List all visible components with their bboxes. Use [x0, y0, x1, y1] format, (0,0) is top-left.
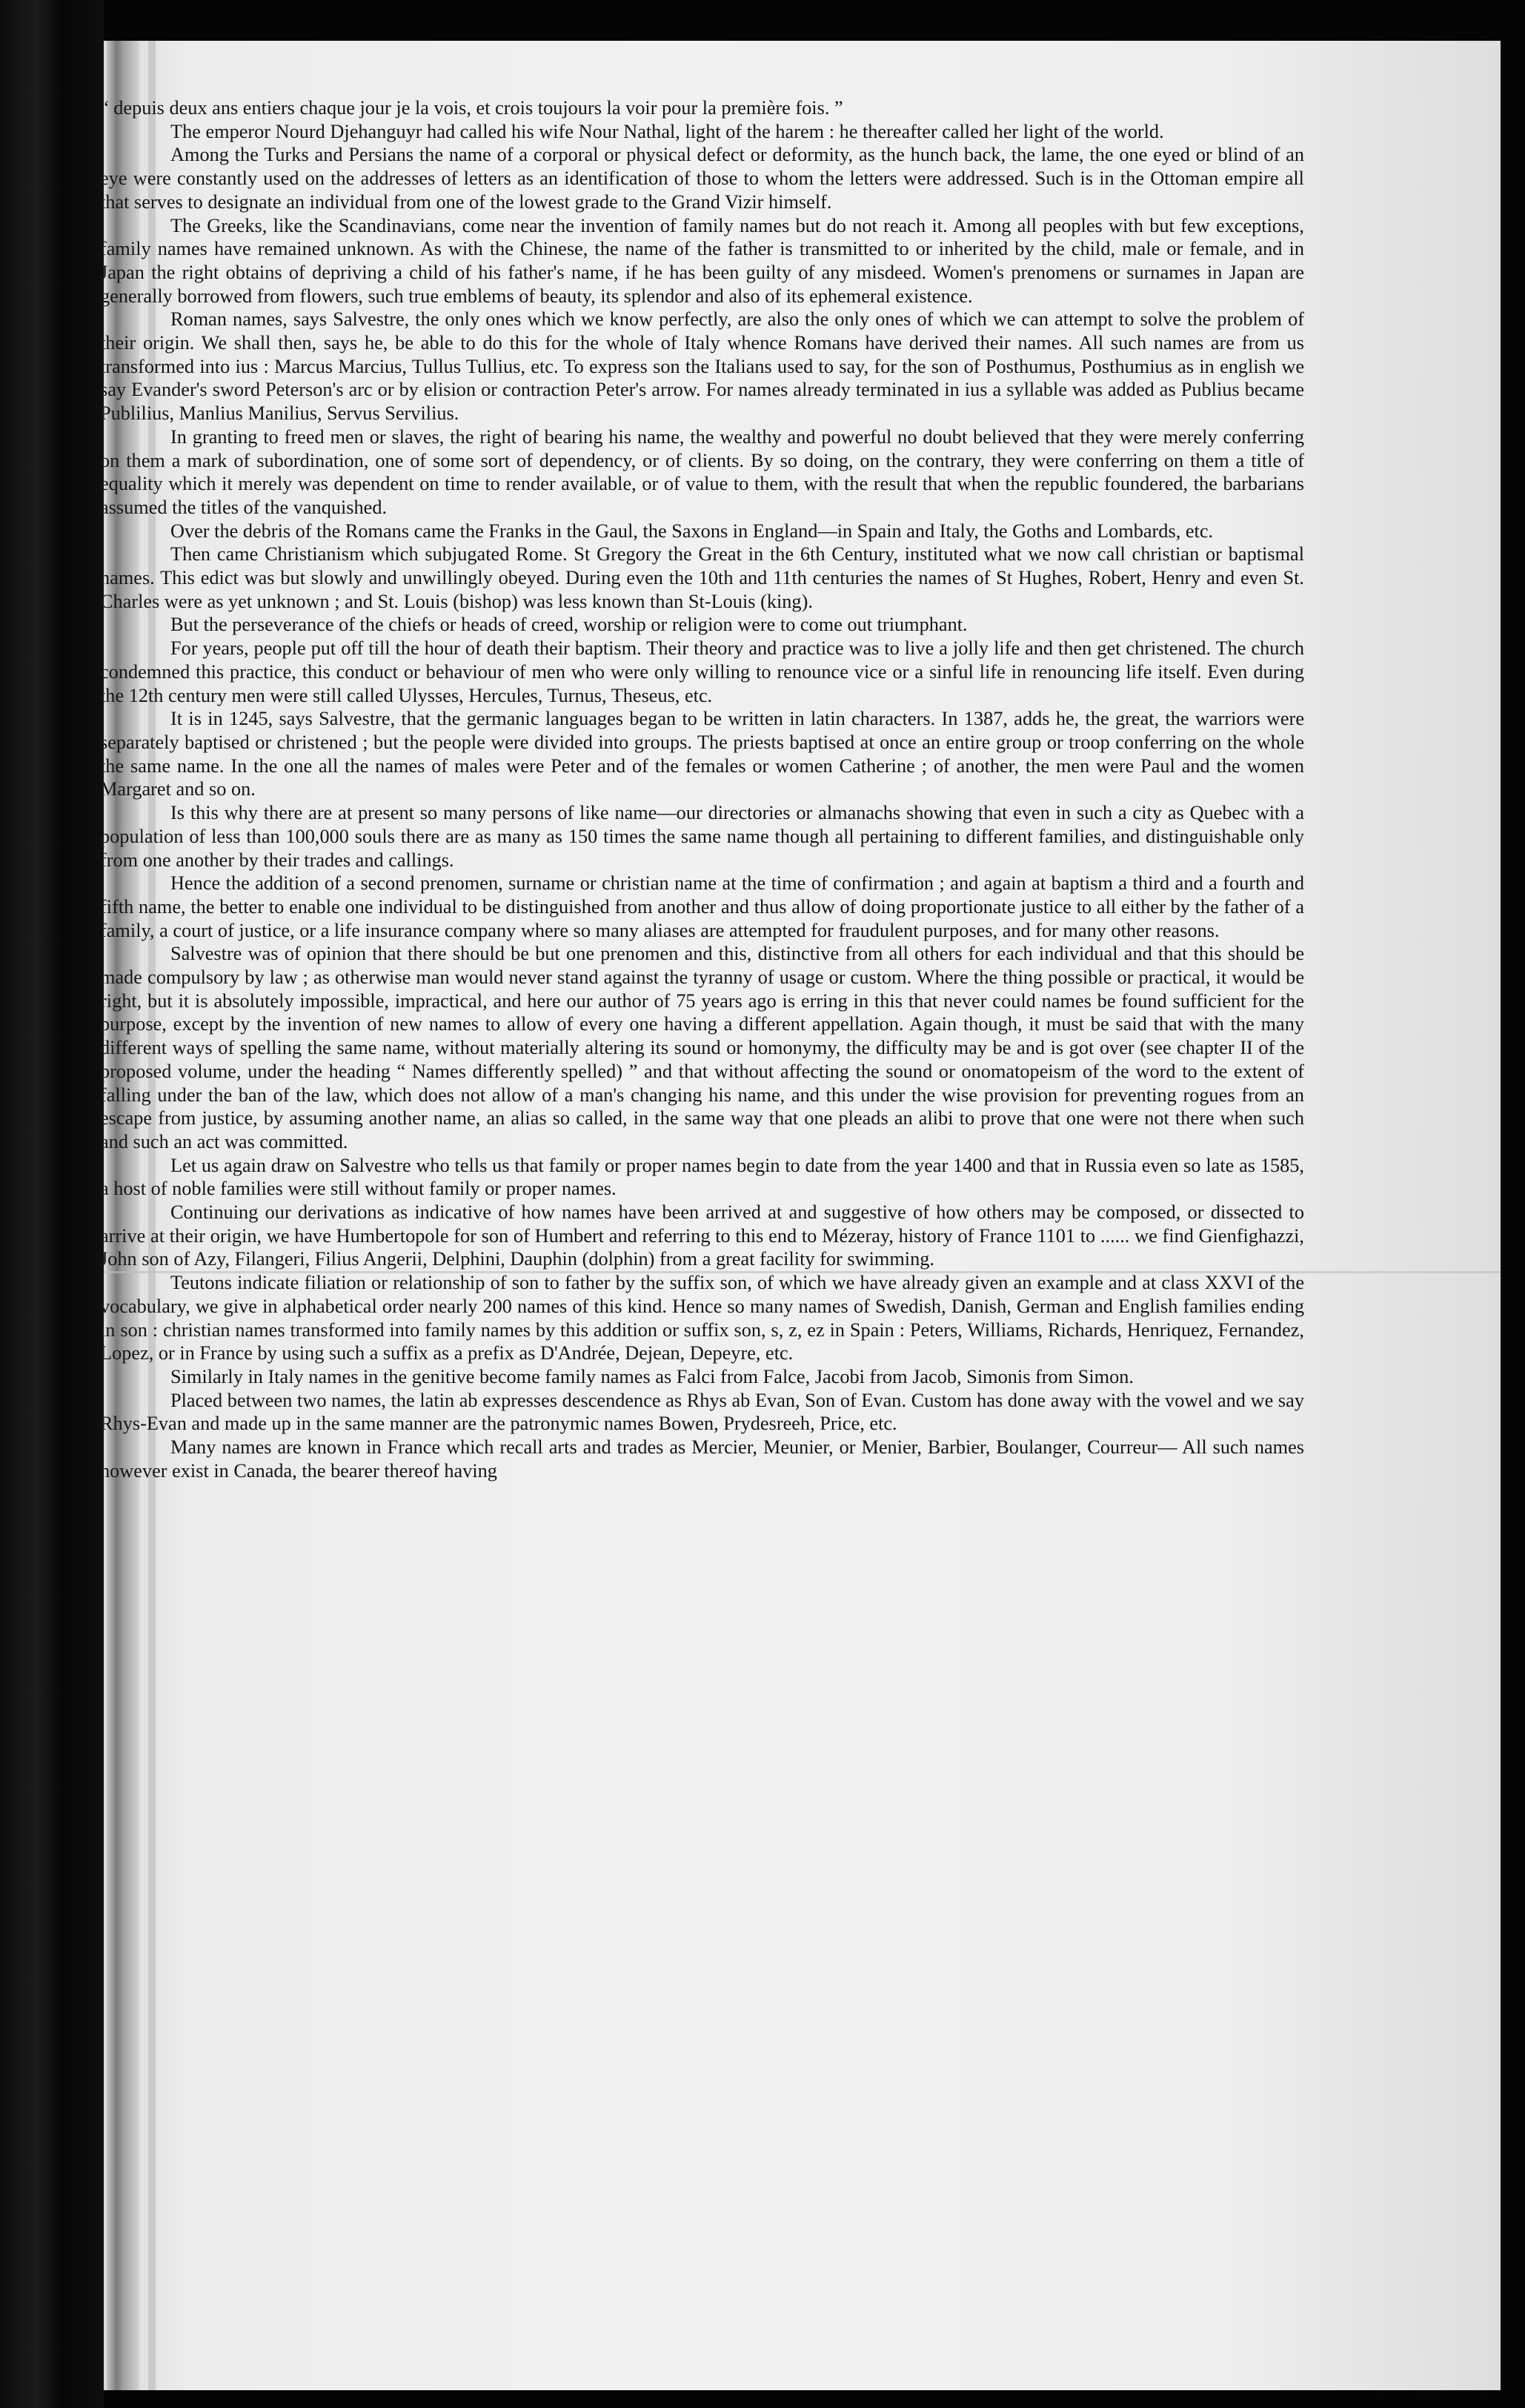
paragraph: Roman names, says Salvestre, the only ones which we know perfectly, are also the only ones of which we can attempt to solve the problem of their origin. We shall then, says he, be able to do this for the whole of Italy whence Romans have derived their names. All such names are from us transformed into ius : Marcus Marcius, Tullus Tullius, etc. To express son the Italians used to say, for the son of Posthumus, Posthumius as in english we say Evander's sword Peterson's arc or by elision or contraction Peter's arrow. For names already terminated in ius a syllable was added as Publius became Publilius, Manlius Manilius, Servus Servilius.	[100, 308, 1304, 425]
paragraph: Teutons indicate filiation or relationship of son to father by the suffix son, of which we have already given an example and at class XXVI of the vocabulary, we give in alphabetical order nearly 200 names of this kind. Hence so many names of Swedish, Danish, German and English families ending in son : christian names transformed into family names by this addition or suffix son, s, z, ez in Spain : Peters, Williams, Richards, Henriquez, Fernandez, Lopez, or in France by using such a suffix as a prefix as D'Andrée, Dejean, Depeyre, etc.	[100, 1272, 1304, 1364]
paragraph: Many names are known in France which recall arts and trades as Mercier, Meunier, or Menier, Barbier, Boulanger, Courreur— All such names however exist in Canada, the bearer thereof having	[100, 1436, 1304, 1482]
paragraph: But the perseverance of the chiefs or heads of creed, worship or religion were to come out triumphant.	[170, 614, 968, 636]
paragraph: Similarly in Italy names in the genitive become family names as Falci from Falce, Jacobi from Jacob, Simonis from Simon.	[170, 1365, 1134, 1387]
paragraph: The Greeks, like the Scandinavians, come near the invention of family names but do not reach it. Among all peoples with but few exceptions, family names have remained unknown. As with the Chinese, the name of the father is transmitted to or inherited by the child, male or female, and in Japan the right obtains of depriving a child of his father's name, if he has been guilty of any misdeed. Women's prenomens or surnames in Japan are generally borrowed from flowers, such true emblems of beauty, its splendor and also of its ephemeral existence.	[100, 214, 1304, 307]
paragraph: For years, people put off till the hour of death their baptism. Their theory and practice was to live a jolly life and then get christened. The church condemned this practice, this conduct or behaviour of men who were only willing to renounce vice or a sinful life in renouncing life itself. Even during the 12th century men were still called Ulysses, Hercules, Turnus, Theseus, etc.	[100, 637, 1304, 706]
paragraph: The emperor Nourd Djehanguyr had called his wife Nour Nathal, light of the harem : he thereafter called her light of the world.	[170, 120, 1164, 142]
paragraph: “ depuis deux ans entiers chaque jour je la vois, et crois toujours la voir pour la première fois. ”	[100, 97, 843, 119]
paragraph: Continuing our derivations as indicative of how names have been arrived at and suggestive of how others may be composed, or dissected to arrive at their origin, we have Humbertopole for son of Humbert and referring to this end to Mézeray, history of France 1101 to ...... we find Gienfighazzi, John son of Azy, Filangeri, Filius Angerii, Delphini, Dauphin (dolphin) from a great facility for swimming.	[100, 1201, 1304, 1270]
paragraph: It is in 1245, says Salvestre, that the germanic languages began to be written in latin characters. In 1387, adds he, the great, the warriors were separately baptised or christened ; but the people were divided into groups. The priests baptised at once an entire group or troop conferring on the whole the same name. In the one all the names of males were Peter and of the females or women Catherine ; of another, the men were Paul and the women Margaret and so on.	[100, 708, 1304, 800]
paragraph: Salvestre was of opinion that there should be but one prenomen and this, distinctive from all others for each individual and that this should be made compulsory by law ; as otherwise man would never stand against the tyranny of usage or custom. Where the thing possible or practical, it would be right, but it is absolutely impossible, impractical, and here our author of 75 years ago is erring in this that never could names be found sufficient for the purpose, except by the invention of new names to allow of every one having a different appellation. Again though, it must be said that with the many different ways of spelling the same name, without materially altering its sound or homonymy, the difficulty may be and is got over (see chapter II of the proposed volume, under the heading “ Names differently spelled) ” and that without affecting the sound or onomatopeism of the word to the extent of falling under the ban of the law, which does not allow of a man's changing his name, and this under the wise provision for preventing rogues from an escape from justice, by assuming another name, an alias so called, in the same way that one pleads an alibi to prove that one were not there when such and such an act was committed.	[100, 943, 1304, 1152]
paragraph: Over the debris of the Romans came the Franks in the Gaul, the Saxons in England—in Spain and Italy, the Goths and Lombards, etc.	[170, 520, 1214, 542]
paragraph: Let us again draw on Salvestre who tells us that family or proper names begin to date from the year 1400 and that in Russia even so late as 1585, a host of noble families were still without family or proper names.	[100, 1154, 1304, 1200]
paragraph: Placed between two names, the latin ab expresses descendence as Rhys ab Evan, Son of Evan. Custom has done away with the vowel and we say Rhys-Evan and made up in the same manner are the patronymic names Bowen, Prydesreeh, Price, etc.	[100, 1389, 1304, 1435]
film-edge	[0, 0, 104, 2408]
paragraph: Then came Christianism which subjugated Rome. St Gregory the Great in the 6th Century, instituted what we now call christian or baptismal names. This edict was but slowly and unwillingly obeyed. During even the 10th and 11th centuries the names of St Hughes, Robert, Henry and even St. Charles were as yet unknown ; and St. Louis (bishop) was less known than St-Louis (king).	[100, 543, 1304, 612]
body-text	[100, 96, 1304, 1482]
paragraph: In granting to freed men or slaves, the right of bearing his name, the wealthy and powerful no doubt believed that they were merely conferring on them a mark of subordination, one of some sort of dependency, or of clients. By so doing, on the contrary, they were conferring on them a title of equality which it merely was dependent on time to render available, or of value to them, with the result that when the republic foundered, the barbarians assumed the titles of the vanquished.	[100, 425, 1304, 518]
paragraph: Among the Turks and Persians the name of a corporal or physical defect or deformity, as the hunch back, the lame, the one eyed or blind of an eye were constantly used on the addresses of letters as an identification of those to whom the letters were addressed. Such is in the Ottoman empire all that serves to designate an individual from one of the lowest grade to the Grand Vizir himself.	[100, 144, 1304, 213]
paragraph: Hence the addition of a second prenomen, surname or christian name at the time of confirmation ; and again at baptism a third and a fourth and fifth name, the better to enable one individual to be distinguished from another and thus allow of doing proportionate justice to all either by the father of a family, a court of justice, or a life insurance company where so many aliases are attempted for fraudulent purposes, and for many other reasons.	[100, 872, 1304, 941]
paragraph: Is this why there are at present so many persons of like name—our directories or almanachs showing that even in such a city as Quebec with a population of less than 100,000 souls there are as many as 150 times the same name though all pertaining to different families, and distinguishable only from one another by their trades and callings.	[100, 802, 1304, 871]
